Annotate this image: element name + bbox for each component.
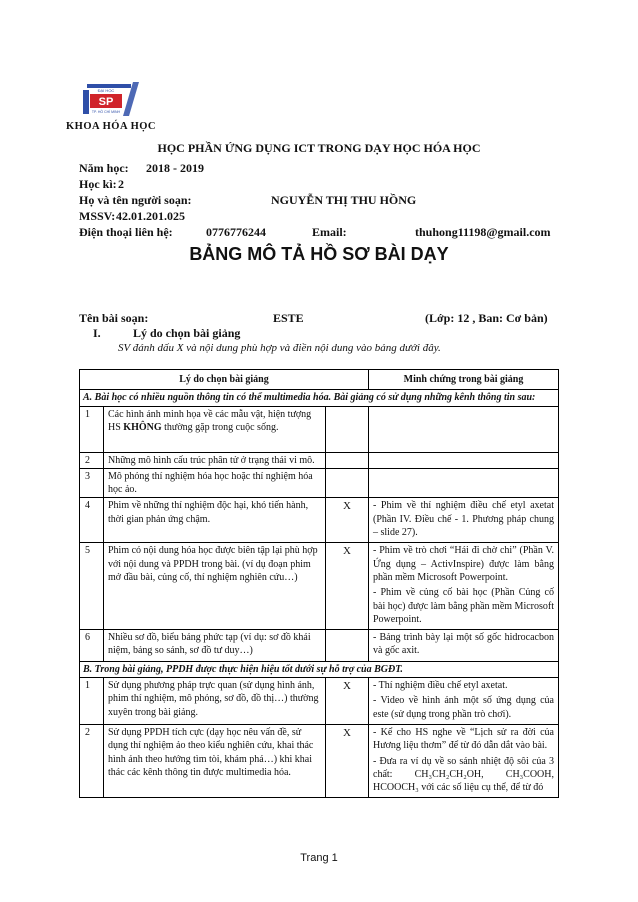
email-value: thuhong11198@gmail.com [415, 225, 551, 239]
logo-main-text: SP [98, 96, 114, 108]
row-description: Mô phỏng thí nghiệm hóa học hoặc thí nghiệm hóa học ảo. [104, 468, 326, 498]
section-a-title: A. Bài học có nhiều nguồn thông tin có thể multimedia hóa. Bài giảng có sử dụng những kênh thông tin sau: [80, 390, 559, 406]
row-evidence [369, 452, 559, 468]
row-number: 1 [80, 406, 104, 452]
section-title: Lý do chọn bài giảng [133, 326, 241, 340]
document-title: BẢNG MÔ TẢ HỒ SƠ BÀI DẠY [189, 244, 449, 264]
row-mark: X [326, 543, 369, 630]
lesson-name-value: ESTE [273, 311, 304, 325]
row-number: 3 [80, 468, 104, 498]
logo-top-text: ĐẠI HỌC [97, 88, 115, 93]
logo-bottom-text: TP. HỒ CHÍ MINH [91, 110, 121, 114]
section-a-row [80, 390, 559, 406]
row-number: 5 [80, 543, 104, 630]
row-description: Sử dụng phương pháp trực quan (sử dụng hình ảnh, phim thí nghiệm, mô phỏng, sơ đồ, đồ thị…) thường xuyên trong bài giảng. [104, 678, 326, 725]
row-mark [326, 468, 369, 498]
phone-value: 0776776244 [206, 225, 266, 239]
table-row [80, 678, 559, 725]
section-b-row [80, 661, 559, 677]
table-row [80, 630, 559, 662]
row-mark [326, 406, 369, 452]
email-label: Email: [312, 225, 347, 239]
evidence-item: - Kể cho HS nghe về “Lịch sử ra đời của Hương liệu thơm” để từ đó dẫn dắt vào bài. [373, 726, 554, 752]
student-id-label: MSSV: [79, 209, 116, 223]
table-row [80, 468, 559, 498]
author-value: NGUYỄN THỊ THU HỒNG [271, 193, 417, 207]
row-description: Sử dụng PPDH tích cực (dạy học nêu vấn đề, sử dụng thí nghiệm ảo theo kiểu nghiên cứu, khai thác hình ảnh theo hướng tìm tòi, khám phá…) khi khai thác các kênh thông tin được multimedia hóa. [104, 724, 326, 797]
row-description: Nhiều sơ đồ, biểu bảng phức tạp (ví dụ: sơ đồ khái niệm, bảng so sánh, sơ đồ tư duy…) [104, 630, 326, 662]
col-header-reason: Lý do chọn bài giảng [80, 370, 369, 390]
table-row [80, 724, 559, 797]
row-evidence [369, 543, 559, 630]
evidence-item: - Video về hình ảnh một số ứng dụng của este (sử dụng trong phần trò chơi). [373, 695, 554, 720]
row-mark: X [326, 724, 369, 797]
table-row [80, 452, 559, 468]
row-number: 6 [80, 630, 104, 662]
evidence-item: - Bảng trình bày lại một số gốc hidrocacbon và gốc axit. [373, 632, 554, 657]
row-description: Phim về những thí nghiệm độc hại, khó tiến hành, thời gian phản ứng chậm. [104, 498, 326, 543]
reason-table [79, 369, 559, 798]
lesson-grade-info: (Lớp: 12 , Ban: Cơ bản) [425, 311, 548, 325]
table-row [80, 543, 559, 630]
author-label: Họ và tên người soạn: [79, 193, 192, 207]
year-label: Năm học: [79, 161, 129, 175]
evidence-item: - Thí nghiệm điều chế etyl axetat. [373, 680, 508, 692]
row-evidence [369, 498, 559, 543]
row-evidence [369, 630, 559, 662]
evidence-item: - Phim về trò chơi “Hái đi chờ chi” (Phần V. Ứng dụng – ActivInspire) được làm bằng phần mềm Microsoft Powerpoint. [373, 545, 554, 583]
row-desc-text: Các hình ảnh minh họa về các mẫu vật, hiện tượng HS [108, 408, 312, 433]
row-mark: X [326, 498, 369, 543]
university-logo [79, 78, 141, 118]
course-title: HỌC PHẦN ỨNG DỤNG ICT TRONG DẠY HỌC HÓA HỌC [157, 141, 481, 155]
phone-label: Điện thoại liên hệ: [79, 225, 173, 239]
section-b-title: B. Trong bài giảng, PPDH được thực hiện hiệu tốt dưới sự hỗ trợ của BGĐT. [80, 661, 559, 677]
student-id-value: 42.01.201.025 [116, 209, 185, 223]
col-header-evidence: Minh chứng trong bài giảng [369, 370, 559, 390]
row-description: Những mô hình cấu trúc phân tử ở trạng thái vi mô. [104, 452, 326, 468]
row-desc-emphasis: KHÔNG [123, 421, 162, 433]
evidence-item: - Phim về thí nghiệm điều chế etyl axetat (Phần IV. Điều chế - 1. Phương pháp chung – slide 27). [373, 500, 554, 539]
row-mark: X [326, 678, 369, 725]
table-row [80, 498, 559, 543]
year-value: 2018 - 2019 [146, 161, 204, 175]
row-number: 2 [80, 724, 104, 797]
row-evidence [369, 678, 559, 725]
section-number: I. [93, 326, 101, 340]
table-header-row [80, 370, 559, 390]
term-value: 2 [118, 177, 124, 191]
row-number: 1 [80, 678, 104, 725]
term-label: Học kì: [79, 177, 117, 191]
row-number: 2 [80, 452, 104, 468]
row-evidence [369, 724, 559, 797]
evidence-item: - Đưa ra ví dụ về so sánh nhiệt độ sôi của 3 chất: CH₃CH₂CH₂OH, CH₃COOH, HCOOCH₃ với các số liệu cụ thể, để từ đó [373, 755, 554, 794]
department-name: KHOA HÓA HỌC [66, 121, 157, 132]
table-row [80, 406, 559, 452]
section-instruction: SV đánh dấu X và nội dung phù hợp và điền nội dung vào bảng dưới đây. [118, 342, 441, 354]
row-mark [326, 452, 369, 468]
row-description [104, 406, 326, 452]
row-evidence [369, 406, 559, 452]
lesson-name-label: Tên bài soạn: [79, 311, 149, 325]
row-mark [326, 630, 369, 662]
row-desc-text-end: thường gặp trong cuộc sống. [161, 421, 279, 433]
page-number: Trang 1 [300, 852, 338, 864]
row-number: 4 [80, 498, 104, 543]
row-evidence [369, 468, 559, 498]
row-description: Phim có nội dung hóa học được biên tập lại phù hợp với nội dung và PPDH trong bài. (ví dụ đoạn phim mở đầu bài, củng cố, thí nghiệm nghiên cứu…) [104, 543, 326, 630]
evidence-item: - Phim về củng cố bài học (Phần Củng cố bài học) được làm bằng phần mềm Microsoft Powerpoint. [373, 587, 554, 625]
